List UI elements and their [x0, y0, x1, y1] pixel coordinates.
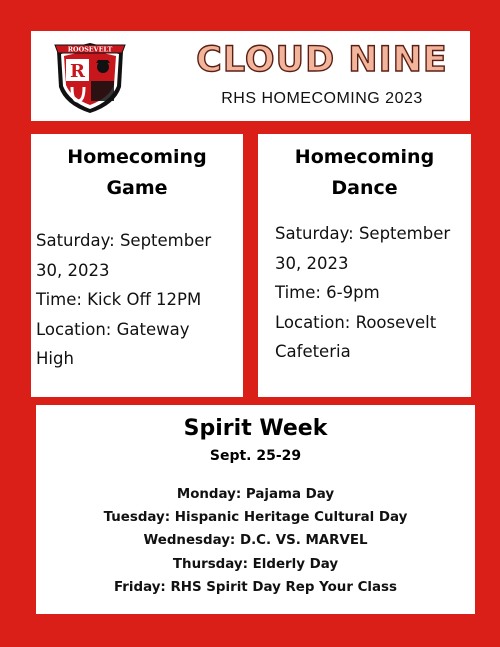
spirit-week-card: [36, 405, 475, 614]
event-subtitle: RHS HOMECOMING 2023: [221, 90, 423, 107]
spirit-week-dates: Sept. 25-29: [209, 448, 302, 464]
school-logo-icon: [53, 39, 127, 115]
game-detail-line: Saturday: September: [36, 231, 212, 250]
game-detail-line: High: [36, 349, 74, 368]
game-title-line2: Game: [106, 177, 168, 199]
dance-detail-line: 30, 2023: [275, 253, 349, 273]
dance-detail-line: Cafeteria: [275, 342, 351, 361]
game-detail-line: Time: Kick Off 12PM: [36, 290, 202, 309]
dance-title-line1: Homecoming: [294, 146, 435, 168]
dance-card: [258, 134, 471, 397]
game-detail-line: 30, 2023: [36, 260, 110, 280]
dance-detail-line: Saturday: September: [275, 224, 451, 243]
spirit-day-item: Monday: Pajama Day: [176, 487, 335, 502]
logo-banner-text: ROOSEVELT: [67, 45, 113, 54]
game-card-title: [31, 142, 243, 204]
dance-title-line2: Dance: [331, 177, 398, 199]
dance-detail-line: Time: 6-9pm: [275, 283, 380, 302]
dance-details: [275, 219, 470, 367]
dance-card-title: [258, 142, 471, 204]
game-details: [36, 226, 241, 374]
spirit-day-item: Thursday: Elderly Day: [172, 556, 339, 572]
spirit-week-title: Spirit Week: [183, 416, 328, 441]
spirit-day-item: Wednesday: D.C. VS. MARVEL: [143, 533, 368, 549]
svg-text:R: R: [70, 61, 85, 82]
dance-detail-line: Location: Roosevelt: [275, 312, 437, 332]
game-detail-line: Location: Gateway: [36, 319, 190, 339]
spirit-day-item: Friday: RHS Spirit Day Rep Your Class: [114, 579, 397, 595]
game-card: [31, 134, 243, 397]
event-title: CLOUD NINE: [196, 40, 448, 80]
spirit-day-item: Tuesday: Hispanic Heritage Cultural Day: [103, 510, 408, 526]
header-panel: [31, 31, 470, 121]
spirit-week-schedule: [36, 483, 475, 599]
game-title-line1: Homecoming: [67, 146, 207, 168]
